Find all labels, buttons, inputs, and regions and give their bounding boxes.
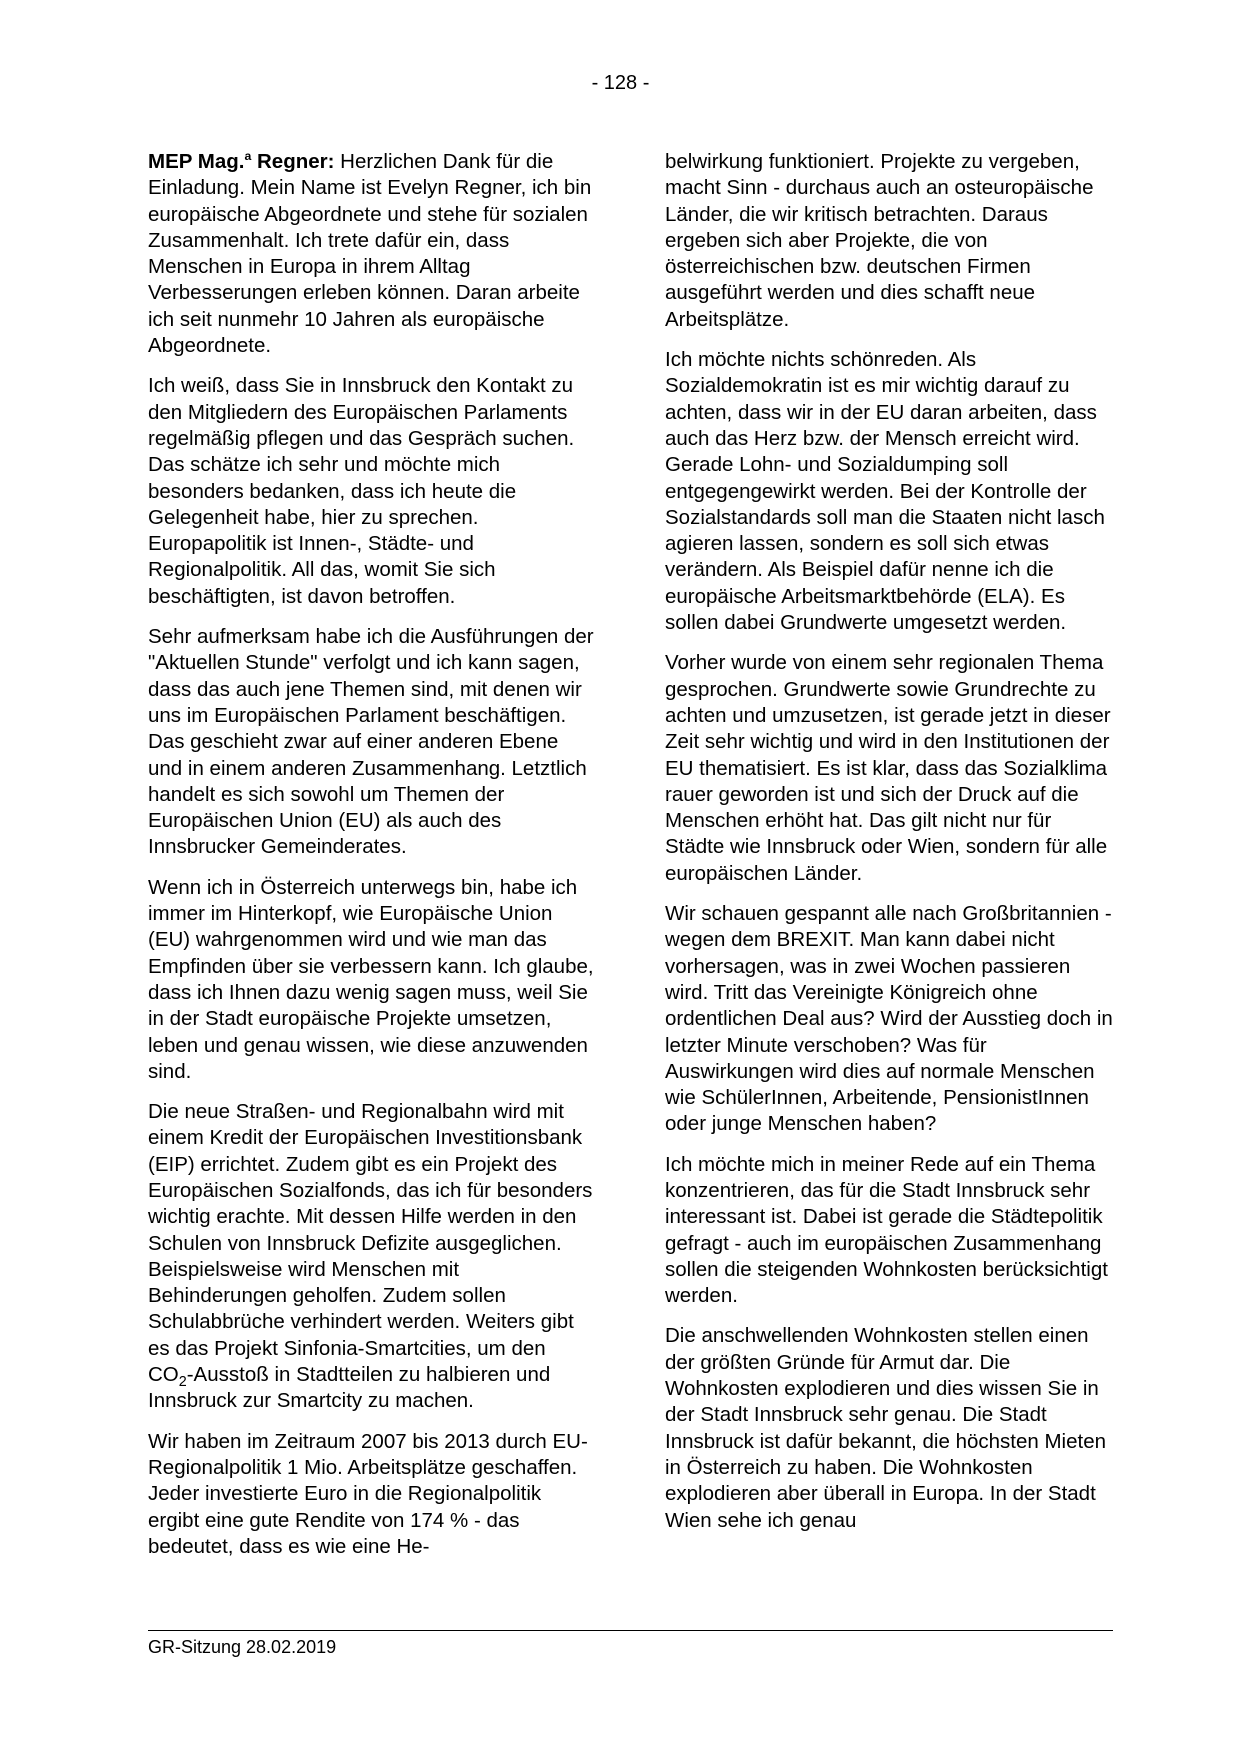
- page-number: - 128 -: [591, 72, 650, 94]
- paragraph: Die neue Straßen- und Regionalbahn wird mit einem Kredit der Europäischen Investitionsbank (EIP) errichtet. Zudem gibt es ein Projekt des Europäischen Sozialfonds, das ich für besonders wichtig erachte. Mit dessen Hilfe werden in den Schulen von Innsbruck Defizite ausgeglichen. Beispielsweise wird Menschen mit Behinderungen geholfen. Zudem sollen Schulabbrüche verhindert werden. Weiters gibt es das Projekt Sinfonia-Smartcities, um den $CO_2$-Ausstoß in Stadtteilen zu halbieren und Innsbruck zur Smartcity zu machen.: [148, 1100, 593, 1413]
- left-column: [148, 149, 596, 1574]
- paragraph: Die anschwellenden Wohnkosten stellen einen der größten Gründe für Armut dar. Die Wohnkosten explodieren und dies wissen Sie in der Stadt Innsbruck sehr genau. Die Stadt Innsbruck ist dafür bekannt, die höchsten Mieten in Österreich zu haben. Die Wohnkosten explodieren aber überall in Europa. In der Stadt Wien sehe ich genau: [665, 1324, 1107, 1532]
- paragraph: Ich weiß, dass Sie in Innsbruck den Kontakt zu den Mitgliedern des Europäischen Parlaments regelmäßig pflegen und das Gespräch suchen. Das schätze ich sehr und möchte mich besonders bedanken, dass ich heute die Gelegenheit habe, hier zu sprechen. Europapolitik ist Innen-, Städte- und Regionalpolitik. All das, womit Sie sich beschäftigten, ist davon betroffen.: [148, 374, 575, 608]
- paragraph: Vorher wurde von einem sehr regionalen Thema gesprochen. Grundwerte sowie Grundrechte zu achten und umzusetzen, ist gerade jetzt in dieser Zeit sehr wichtig und wird in den Institutionen der EU thematisiert. Es ist klar, dass das Sozialklima rauer geworden ist und sich der Druck auf die Menschen erhöht hat. Das gilt nicht nur für Städte wie Innsbruck oder Wien, sondern für alle europäischen Länder.: [665, 651, 1111, 885]
- paragraph: Wenn ich in Österreich unterwegs bin, habe ich immer im Hinterkopf, wie Europäische Union (EU) wahrgenommen wird und wie man das Empfinden über sie verbessern kann. Ich glaube, dass ich Ihnen dazu wenig sagen muss, weil Sie in der Stadt europäische Projekte umsetzen, leben und genau wissen, wie diese anzuwenden sind.: [148, 875, 594, 1083]
- speaker-name: MEP Mag.$^a$ Regner:: [148, 149, 335, 173]
- paragraph: Ich möchte mich in meiner Rede auf ein Thema konzentrieren, das für die Stadt Innsbruck sehr interessant ist. Dabei ist gerade die Städtepolitik gefragt - auch im europäischen Zusammenhang sollen die steigenden Wohnkosten berücksichtigt werden.: [665, 1152, 1108, 1308]
- right-column: [665, 149, 1113, 1548]
- paragraph: MEP Mag.$^a$ Regner: Herzlichen Dank für die Einladung. Mein Name ist Evelyn Regner, ich bin europäische Abgeordnete und stehe für sozialen Zusammenhalt. Ich trete dafür ein, dass Menschen in Europa in ihrem Alltag Verbesserungen erleben können. Daran arbeite ich seit nunmehr 10 Jahren als europäische Abgeordnete.: [148, 149, 592, 358]
- paragraph: Wir haben im Zeitraum 2007 bis 2013 durch EU-Regionalpolitik 1 Mio. Arbeitsplätze geschaffen. Jeder investierte Euro in die Regionalpolitik ergibt eine gute Rendite von 174 % - das bedeutet, dass es wie eine He-: [148, 1429, 588, 1558]
- footer-divider: [148, 1630, 1113, 1631]
- paragraph: Sehr aufmerksam habe ich die Ausführungen der "Aktuellen Stunde" verfolgt und ich kann sagen, dass das auch jene Themen sind, mit denen wir uns im Europäischen Parlament beschäftigen. Das geschieht zwar auf einer anderen Ebene und in einem anderen Zusammenhang. Letztlich handelt es sich sowohl um Themen der Europäischen Union (EU) als auch des Innsbrucker Gemeinderates.: [148, 625, 594, 859]
- paragraph: Wir schauen gespannt alle nach Großbritannien - wegen dem BREXIT. Man kann dabei nicht vorhersagen, was in zwei Wochen passieren wird. Tritt das Vereinigte Königreich ohne ordentlichen Deal aus? Wird der Ausstieg doch in letzter Minute verschoben? Was für Auswirkungen wird dies auf normale Menschen wie SchülerInnen, Arbeitende, PensionistInnen oder junge Menschen haben?: [665, 902, 1113, 1136]
- paragraph: Ich möchte nichts schönreden. Als Sozialdemokratin ist es mir wichtig darauf zu achten, dass wir in der EU daran arbeiten, dass auch das Herz bzw. der Mensch erreicht wird. Gerade Lohn- und Sozialdumping soll entgegengewirkt werden. Bei der Kontrolle der Sozialstandards soll man die Staaten nicht lasch agieren lassen, sondern es soll sich etwas verändern. Als Beispiel dafür nenne ich die europäische Arbeitsmarktbehörde (ELA). Es sollen dabei Grundwerte umgesetzt werden.: [665, 348, 1105, 635]
- footer-session-date: GR-Sitzung 28.02.2019: [148, 1637, 337, 1657]
- paragraph: belwirkung funktioniert. Projekte zu vergeben, macht Sinn - durchaus auch an osteuropäische Länder, die wir kritisch betrachten. Daraus ergeben sich aber Projekte, die von österreichischen bzw. deutschen Firmen ausgeführt werden und dies schafft neue Arbeitsplätze.: [665, 150, 1094, 331]
